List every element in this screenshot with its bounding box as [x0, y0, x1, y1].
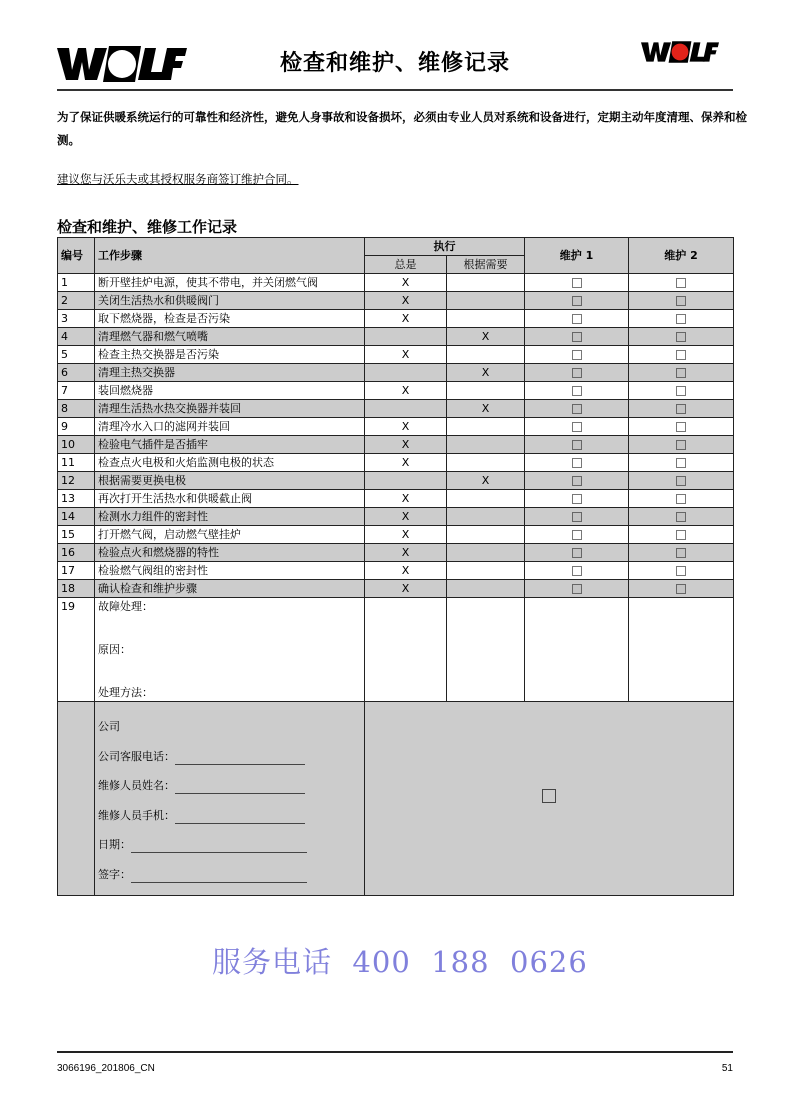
row-always: X	[365, 310, 447, 328]
row-step: 关闭生活热水和供暖阀门	[95, 292, 365, 310]
maint2-checkbox[interactable]	[676, 566, 686, 576]
cause-label: 原因：	[98, 643, 131, 656]
row-maint1-cell	[525, 400, 629, 418]
row-always: X	[365, 274, 447, 292]
row-maint1-cell	[525, 418, 629, 436]
maint1-checkbox[interactable]	[572, 404, 582, 414]
row-no: 13	[58, 490, 95, 508]
row-always	[365, 328, 447, 346]
row-no: 15	[58, 526, 95, 544]
row-as-needed: X	[447, 364, 525, 382]
row-as-needed	[447, 454, 525, 472]
row-maint2-cell	[629, 562, 734, 580]
row-always: X	[365, 490, 447, 508]
row-always: X	[365, 454, 447, 472]
table-row	[58, 544, 734, 562]
maint2-checkbox[interactable]	[676, 278, 686, 288]
row-maint1-cell	[525, 346, 629, 364]
table-row-fault	[58, 598, 734, 702]
row-no: 11	[58, 454, 95, 472]
row-always: X	[365, 544, 447, 562]
header-always: 总是	[365, 256, 447, 274]
row-step: 断开壁挂炉电源，使其不带电，并关闭燃气阀	[95, 274, 365, 292]
maint1-checkbox[interactable]	[572, 368, 582, 378]
row-as-needed: X	[447, 472, 525, 490]
row-as-needed	[447, 580, 525, 598]
fault-cell	[95, 598, 365, 702]
hotline-line	[98, 748, 361, 778]
maint1-checkbox[interactable]	[572, 512, 582, 522]
tech-name-label: 维修人员姓名：	[98, 779, 175, 792]
row-always: X	[365, 526, 447, 544]
row-as-needed: X	[447, 400, 525, 418]
company-no-cell	[58, 702, 95, 896]
row-maint2-cell	[629, 418, 734, 436]
row-maint1-cell	[525, 436, 629, 454]
maintenance-log-table	[57, 237, 734, 896]
row-step: 确认检查和维护步骤	[95, 580, 365, 598]
date-label: 日期：	[98, 838, 131, 851]
row-maint1-cell	[525, 382, 629, 400]
row-step: 检查点火电极和火焰监测电极的状态	[95, 454, 365, 472]
row-step: 检验电气插件是否插牢	[95, 436, 365, 454]
row-maint1-cell	[525, 364, 629, 382]
tech-name-line	[98, 777, 361, 807]
document-code: 3066196_201806_CN	[57, 1063, 155, 1074]
row-step: 清理主热交换器	[95, 364, 365, 382]
row-step: 根据需要更换电极	[95, 472, 365, 490]
row-maint2-cell	[629, 472, 734, 490]
row-no: 5	[58, 346, 95, 364]
row-no: 1	[58, 274, 95, 292]
hotline-label: 公司客服电话：	[98, 749, 175, 763]
contract-advice: 建议您与沃乐夫或其授权服务商签订维护合同。	[57, 172, 299, 186]
fault-always-cell[interactable]	[365, 598, 447, 702]
table-row	[58, 454, 734, 472]
row-as-needed	[447, 310, 525, 328]
signature-line	[98, 866, 361, 896]
table-row	[58, 472, 734, 490]
maint2-checkbox[interactable]	[676, 530, 686, 540]
header-as-needed: 根据需要	[447, 256, 525, 274]
maint1-checkbox[interactable]	[572, 584, 582, 594]
fault-as-needed-cell[interactable]	[447, 598, 525, 702]
row-no: 17	[58, 562, 95, 580]
maint2-checkbox[interactable]	[676, 494, 686, 504]
header-execute: 执行	[365, 238, 525, 256]
table-row	[58, 382, 734, 400]
table-row	[58, 418, 734, 436]
wolf-logo-small	[638, 40, 722, 64]
row-no: 12	[58, 472, 95, 490]
row-always	[365, 472, 447, 490]
row-step: 打开燃气阀，启动燃气壁挂炉	[95, 526, 365, 544]
tech-phone-field[interactable]	[175, 811, 305, 824]
row-maint2-cell	[629, 382, 734, 400]
row-no: 2	[58, 292, 95, 310]
company-info-cell	[95, 702, 365, 896]
maint1-checkbox[interactable]	[572, 530, 582, 540]
fault-label: 故障处理：	[98, 600, 153, 613]
row-step: 检验燃气阀组的密封性	[95, 562, 365, 580]
maint2-checkbox[interactable]	[676, 386, 686, 396]
table-row	[58, 490, 734, 508]
date-line	[98, 836, 361, 866]
table-row	[58, 508, 734, 526]
maint2-checkbox[interactable]	[676, 350, 686, 360]
row-maint2-cell	[629, 364, 734, 382]
tech-phone-label: 维修人员手机：	[98, 808, 175, 822]
header-no: 编号	[58, 238, 95, 274]
row-maint2-cell	[629, 580, 734, 598]
row-as-needed	[447, 436, 525, 454]
header-maint1: 维护 1	[525, 238, 629, 274]
maint2-checkbox[interactable]	[676, 458, 686, 468]
table-row	[58, 274, 734, 292]
fault-maint2-cell[interactable]	[629, 598, 734, 702]
intro-paragraph: 为了保证供暖系统运行的可靠性和经济性，避免人身事故和设备损坏，必须由专业人员对系统和设备进行，定期主动年度清理、保养和检测。	[57, 110, 747, 147]
row-maint1-cell	[525, 544, 629, 562]
maint1-checkbox[interactable]	[572, 386, 582, 396]
header-step: 工作步骤	[95, 238, 365, 274]
row-as-needed	[447, 346, 525, 364]
row-as-needed	[447, 526, 525, 544]
maint2-checkbox[interactable]	[676, 368, 686, 378]
table-row	[58, 436, 734, 454]
company-label: 公司	[98, 720, 120, 733]
row-maint1-cell	[525, 508, 629, 526]
company-confirm-cell	[365, 702, 734, 896]
service-phone-watermark: 服务电话 400 188 0626	[212, 945, 588, 979]
row-step: 检查主热交换器是否污染	[95, 346, 365, 364]
row-always	[365, 400, 447, 418]
row-always: X	[365, 508, 447, 526]
row-maint1-cell	[525, 526, 629, 544]
row-maint1-cell	[525, 490, 629, 508]
row-as-needed	[447, 418, 525, 436]
row-maint1-cell	[525, 328, 629, 346]
maint1-checkbox[interactable]	[572, 422, 582, 432]
maint2-checkbox[interactable]	[676, 404, 686, 414]
row-no: 3	[58, 310, 95, 328]
maint1-checkbox[interactable]	[572, 548, 582, 558]
maint2-checkbox[interactable]	[676, 476, 686, 486]
tech-phone-line	[98, 807, 361, 837]
row-maint1-cell	[525, 310, 629, 328]
row-maint2-cell	[629, 544, 734, 562]
row-always: X	[365, 346, 447, 364]
row-maint2-cell	[629, 508, 734, 526]
row-step: 检测水力组件的密封性	[95, 508, 365, 526]
row-no: 19	[58, 598, 95, 702]
row-always: X	[365, 436, 447, 454]
table-row	[58, 364, 734, 382]
row-maint2-cell	[629, 346, 734, 364]
row-as-needed	[447, 292, 525, 310]
company-line	[98, 718, 361, 748]
row-maint1-cell	[525, 454, 629, 472]
row-step: 检验点火和燃烧器的特性	[95, 544, 365, 562]
row-maint1-cell	[525, 292, 629, 310]
maint1-checkbox[interactable]	[572, 296, 582, 306]
row-step: 清理冷水入口的滤网并装回	[95, 418, 365, 436]
row-maint1-cell	[525, 580, 629, 598]
row-as-needed	[447, 508, 525, 526]
row-maint2-cell	[629, 454, 734, 472]
table-row	[58, 292, 734, 310]
row-step: 取下燃烧器，检查是否污染	[95, 310, 365, 328]
maint1-checkbox[interactable]	[572, 440, 582, 450]
row-maint1-cell	[525, 562, 629, 580]
row-maint1-cell	[525, 274, 629, 292]
row-step: 清理生活热水热交换器并装回	[95, 400, 365, 418]
row-maint1-cell	[525, 472, 629, 490]
row-maint2-cell	[629, 526, 734, 544]
row-no: 10	[58, 436, 95, 454]
signature-label: 签字：	[98, 867, 131, 881]
header-maint2: 维护 2	[629, 238, 734, 274]
row-maint2-cell	[629, 490, 734, 508]
maint1-checkbox[interactable]	[572, 350, 582, 360]
maint2-checkbox[interactable]	[676, 548, 686, 558]
row-no: 18	[58, 580, 95, 598]
row-always	[365, 364, 447, 382]
company-block	[58, 702, 734, 896]
maint1-checkbox[interactable]	[572, 278, 582, 288]
confirm-checkbox[interactable]	[542, 789, 556, 803]
row-always: X	[365, 418, 447, 436]
table-row	[58, 328, 734, 346]
row-maint2-cell	[629, 400, 734, 418]
row-no: 8	[58, 400, 95, 418]
maint2-checkbox[interactable]	[676, 512, 686, 522]
row-step: 清理燃气器和燃气喷嘴	[95, 328, 365, 346]
row-as-needed	[447, 382, 525, 400]
maint1-checkbox[interactable]	[572, 332, 582, 342]
row-as-needed	[447, 562, 525, 580]
maint2-checkbox[interactable]	[676, 440, 686, 450]
maint1-checkbox[interactable]	[572, 566, 582, 576]
row-always: X	[365, 382, 447, 400]
maint2-checkbox[interactable]	[676, 314, 686, 324]
table-row	[58, 562, 734, 580]
table-row	[58, 400, 734, 418]
row-always: X	[365, 580, 447, 598]
table-row	[58, 310, 734, 328]
row-as-needed	[447, 274, 525, 292]
section-title: 检查和维护、维修工作记录	[57, 218, 238, 236]
row-no: 9	[58, 418, 95, 436]
maint2-checkbox[interactable]	[676, 422, 686, 432]
table-row	[58, 346, 734, 364]
maint1-checkbox[interactable]	[572, 494, 582, 504]
row-no: 14	[58, 508, 95, 526]
row-always: X	[365, 562, 447, 580]
hotline-field[interactable]	[175, 752, 305, 765]
page-number: 51	[721, 1063, 733, 1074]
row-step: 再次打开生活热水和供暖截止阀	[95, 490, 365, 508]
page-title: 检查和维护、维修记录	[279, 51, 510, 76]
maint2-checkbox[interactable]	[676, 584, 686, 594]
row-step: 装回燃烧器	[95, 382, 365, 400]
footer-divider	[57, 1051, 733, 1053]
maint1-checkbox[interactable]	[572, 476, 582, 486]
row-as-needed	[447, 490, 525, 508]
maint2-checkbox[interactable]	[676, 332, 686, 342]
maint1-checkbox[interactable]	[572, 458, 582, 468]
maint2-checkbox[interactable]	[676, 296, 686, 306]
row-maint2-cell	[629, 436, 734, 454]
row-maint2-cell	[629, 310, 734, 328]
table-row	[58, 526, 734, 544]
header-divider	[57, 89, 733, 91]
maint1-checkbox[interactable]	[572, 314, 582, 324]
row-as-needed: X	[447, 328, 525, 346]
table-row	[58, 580, 734, 598]
row-maint2-cell	[629, 292, 734, 310]
row-maint2-cell	[629, 274, 734, 292]
tech-name-field[interactable]	[175, 781, 305, 794]
row-no: 7	[58, 382, 95, 400]
row-as-needed	[447, 544, 525, 562]
method-label: 处理方法：	[98, 686, 153, 699]
row-no: 4	[58, 328, 95, 346]
row-always: X	[365, 292, 447, 310]
fault-maint1-cell[interactable]	[525, 598, 629, 702]
signature-field[interactable]	[131, 870, 307, 883]
date-field[interactable]	[131, 840, 307, 853]
row-maint2-cell	[629, 328, 734, 346]
row-no: 6	[58, 364, 95, 382]
row-no: 16	[58, 544, 95, 562]
